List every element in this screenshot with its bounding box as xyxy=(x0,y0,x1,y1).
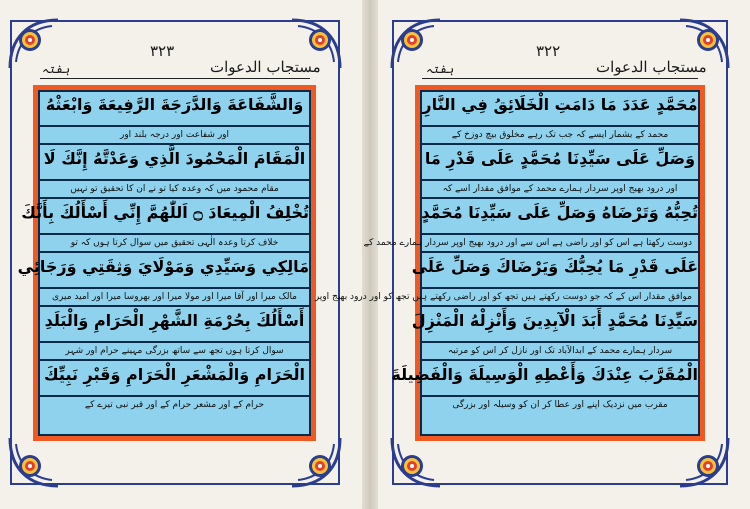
urdu-line: خلاف کرتا وعدہ الٰہی تحقیق میں سوال کرتا ہوں کہ تو xyxy=(70,238,279,248)
left-page xyxy=(0,0,362,509)
text-panel xyxy=(314,85,705,441)
urdu-line: موافق مقدار اس کے کہ جو دوست رکھتے ہیں تجھ کو اور راضی رکھتے ہیں تجھ کو اور درود بھیج اوپر xyxy=(314,292,692,302)
row-divider xyxy=(40,287,309,289)
row-divider xyxy=(40,233,309,235)
row-divider xyxy=(422,341,698,343)
corner-flourish-icon xyxy=(390,436,442,488)
page-number: ۳۲۳ xyxy=(150,42,175,60)
row-divider xyxy=(40,251,309,253)
row-divider xyxy=(40,179,309,181)
arabic-line: الْمَقَامَ الْمَحْمُودَ الَّذِي وَعَدْتَّهُ إِنَّكَ لَا xyxy=(43,149,306,168)
urdu-line: محمد کے بشمار ایسے کہ جب تک رہے مخلوق بیچ دوزخ کے xyxy=(451,130,669,140)
header-rule xyxy=(422,78,698,79)
text-panel-inner xyxy=(314,90,700,436)
row-divider xyxy=(422,395,698,397)
row-divider xyxy=(40,341,309,343)
arabic-line: تُحِبُّهُ وَتَرْضَاهُ وَصَلِّ عَلَى سَيِّدِنَا مُحَمَّدٍ xyxy=(421,203,698,222)
arabic-line: مَالِكِي وَسَيِّدِي وَمَوْلَايَ وَثِقَتِي وَرَجَائِي xyxy=(17,257,309,276)
arabic-line: تُخْلِفُ الْمِيعَادَ ۝ اَللّٰهُمَّ إِنِّي أَسْأَلُكَ بِأَنَّكَ xyxy=(21,203,309,222)
urdu-line: سوال کرتا ہوں تجھ سے ساتھ بزرگی مہینے حرام اور شہر xyxy=(65,346,284,356)
right-page xyxy=(314,0,750,509)
header-rule xyxy=(40,78,310,79)
urdu-line: اور درود بھیج اوپر سردار ہمارے محمد کے موافق مقدار اسے کہ xyxy=(442,184,678,194)
row-divider xyxy=(422,179,698,181)
urdu-line: مالک میرا اور آقا میرا اور مولا میرا اور بھروسا میرا اور امید میری xyxy=(51,292,298,302)
page-number: ۳۲۲ xyxy=(536,42,561,60)
corner-flourish-icon xyxy=(8,436,60,488)
row-divider xyxy=(40,395,309,397)
arabic-line: الْمُقَرَّبَ عِنْدَكَ وَأَعْطِهِ الْوَسِيلَةَ وَالْفَضِيلَةَ xyxy=(391,365,698,384)
arabic-line: عَلَى قَدْرِ مَا يُحِبُّكَ وَيَرْضَاكَ وَصَلِّ عَلَى xyxy=(411,257,698,276)
urdu-line: دوست رکھتا ہے اس کو اور راضی ہے اس سے اور درود بھیج اوپر سردار ہمارے محمد کے xyxy=(363,238,692,248)
arabic-line: وَالشَّفَاعَةَ وَالدَّرَجَةَ الرَّفِيعَةَ وَابْعَثْهُ xyxy=(45,95,304,114)
urdu-line: مقرب میں نزدیک اپنے اور عطا کر ان کو وسیلہ اور بزرگی xyxy=(452,400,668,410)
row-divider xyxy=(422,305,698,307)
arabic-line: سَيِّدِنَا مُحَمَّدٍ أَبَدَ الْآبِدِينَ وَأَنْزِلْهُ الْمَنْزِلَ xyxy=(411,311,698,330)
row-divider xyxy=(40,305,309,307)
text-panel xyxy=(17,85,316,441)
corner-flourish-icon xyxy=(678,436,730,488)
row-divider xyxy=(422,125,698,127)
row-divider xyxy=(422,233,698,235)
row-divider xyxy=(422,143,698,145)
row-divider xyxy=(40,359,309,361)
urdu-line: سردار ہمارے محمد کے ابدالآباد تک اور نازل کر اس کو مرتبہ xyxy=(447,346,673,356)
text-panel-inner xyxy=(17,90,311,436)
arabic-line: وَصَلِّ عَلَى سَيِّدِنَا مُحَمَّدٍ عَلَى قَدْرِ مَا xyxy=(424,149,696,168)
row-divider xyxy=(422,197,698,199)
book-gutter xyxy=(362,0,378,509)
row-divider xyxy=(40,125,309,127)
urdu-line: مقام محمود میں کہ وعدہ کیا تو نے ان کا تحقیق تو نہیں xyxy=(70,184,279,194)
day-label: ہفتہ xyxy=(426,62,455,76)
row-divider xyxy=(422,359,698,361)
corner-flourish-icon xyxy=(290,436,342,488)
row-divider xyxy=(422,251,698,253)
day-label: ہفتہ xyxy=(42,62,71,76)
urdu-line: حرام کے اور مشعر حرام کے اور قبر نبی تیرے کے xyxy=(84,400,265,410)
page-title: مستجاب الدعوات xyxy=(210,58,321,76)
arabic-line: مُحَمَّدٍ عَدَدَ مَا دَامَتِ الْخَلَائِقُ فِي النَّارِ xyxy=(422,95,698,114)
row-divider xyxy=(40,197,309,199)
arabic-line: أَسْأَلُكَ بِحُرْمَةِ الشَّهْرِ الْحَرَامِ وَالْبَلَدِ xyxy=(44,311,305,330)
page-title: مستجاب الدعوات xyxy=(596,58,707,76)
row-divider xyxy=(422,287,698,289)
urdu-line: اور شفاعت اور درجہ بلند اور xyxy=(119,130,230,140)
arabic-line: الْحَرَامِ وَالْمَشْعَرِ الْحَرَامِ وَقَبْرِ نَبِيِّكَ xyxy=(44,365,305,384)
row-divider xyxy=(40,143,309,145)
